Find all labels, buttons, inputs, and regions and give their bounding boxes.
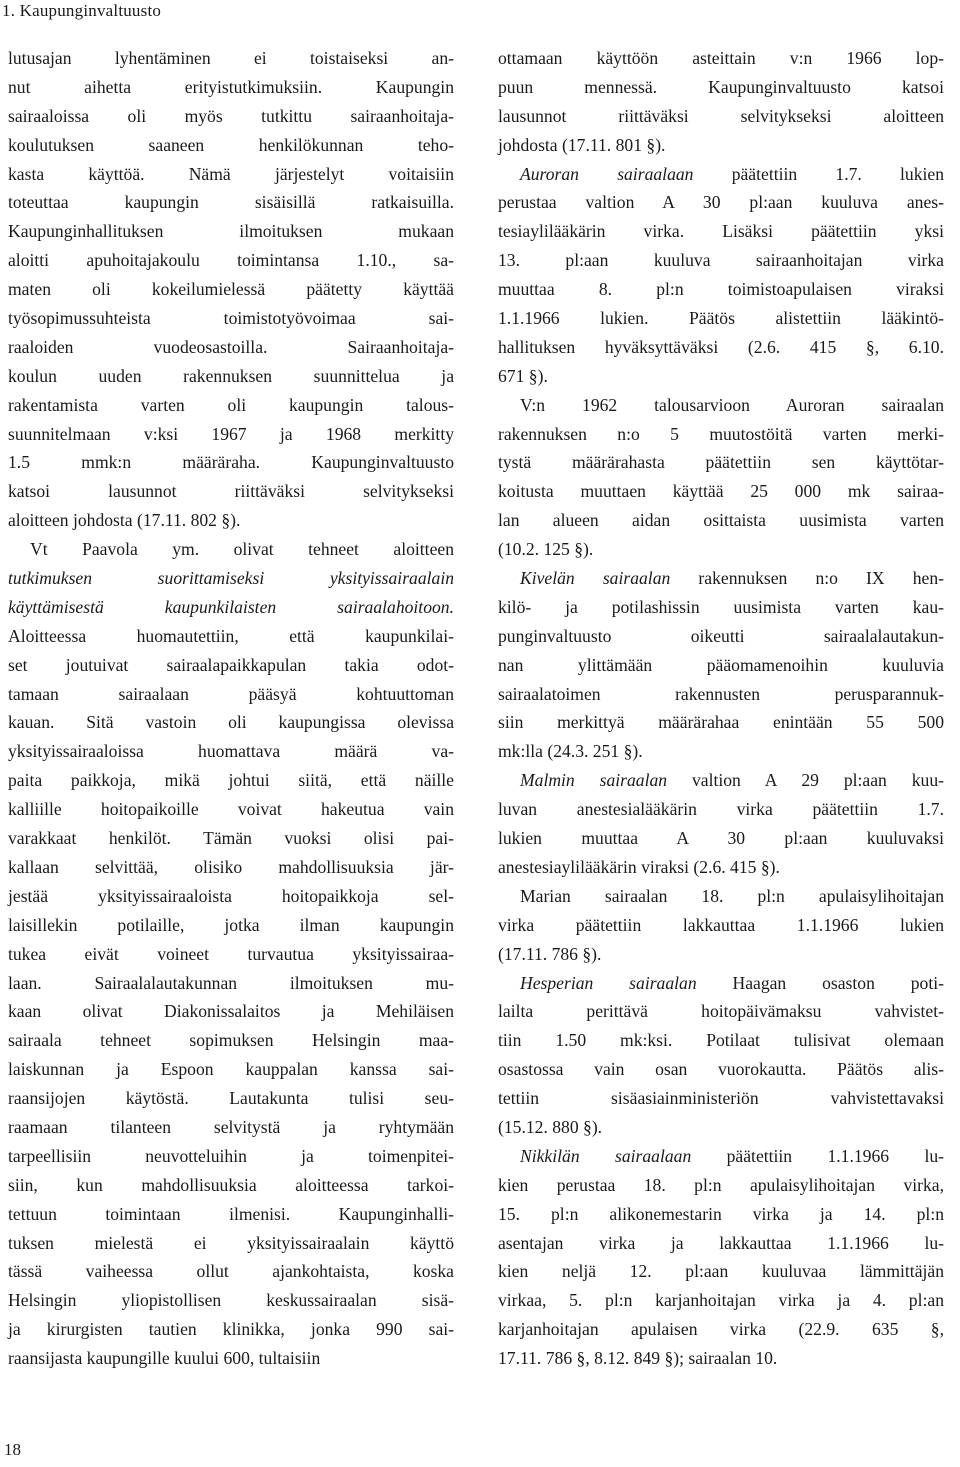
text-line: karjanhoitajan apulaisen virka (22.9. 635 §, xyxy=(498,1319,944,1340)
text-line: Nikkilän sairaalaan päätettiin 1.1.1966 lu- xyxy=(520,1145,944,1166)
text-line: lausunnot riittäväksi selvitykseksi aloitteen xyxy=(498,105,944,126)
text-line: suunnitelmaan v:ksi 1967 ja 1968 merkitty xyxy=(8,423,454,444)
text-line: tukea eivät voineet turvautua yksityissairaa- xyxy=(8,943,454,964)
text-line: asentajan virka ja lakkauttaa 1.1.1966 lu- xyxy=(498,1232,944,1253)
text-line: raansijasta kaupungille kuului 600, tultaisiin xyxy=(8,1348,321,1369)
text-line: Aloitteessa huomautettiin, että kaupunkilai- xyxy=(8,625,454,646)
text-line: 1.1.1966 lukien. Päätös alistettiin lääkintö- xyxy=(498,308,944,329)
text-line: kallaan selvittää, olisiko mahdollisuuksia jär- xyxy=(8,856,454,877)
text-line: nut aihetta erityistutkimuksiin. Kaupungin xyxy=(8,76,454,97)
text-line: raansijojen käytöstä. Lautakunta tulisi seu- xyxy=(8,1088,454,1109)
text-line: punginvaltuusto oikeutti sairaalalautakun- xyxy=(498,625,944,646)
text-line: rakentamista varten oli kaupungin talous- xyxy=(8,394,454,415)
text-line: tässä vaiheessa ollut ajankohtaista, koska xyxy=(8,1261,454,1282)
text-line: paita paikkoja, mikä johtui siitä, että näille xyxy=(8,770,454,791)
text-line: tystä määrärahasta päätettiin sen käyttötar- xyxy=(498,452,944,473)
text-line: Kivelän sairaalan rakennuksen n:o IX hen- xyxy=(520,568,944,589)
right-column xyxy=(498,44,944,1373)
text-line: virka päätettiin lakkauttaa 1.1.1966 lukien xyxy=(498,914,944,935)
text-line: set joutuivat sairaalapaikkapulan takia odot- xyxy=(8,654,454,675)
text-line: luvan anestesialääkärin virka päätettiin 1.7. xyxy=(498,799,944,820)
text-line: V:n 1962 talousarvioon Auroran sairaalan xyxy=(520,394,944,415)
text-line: lailta perittävä hoitopäivämaksu vahvistet- xyxy=(498,1001,944,1022)
text-line: käyttämisestä kaupunkilaisten sairaalahoitoon. xyxy=(8,596,454,617)
text-line: katsoi lausunnot riittäväksi selvitykseksi xyxy=(8,481,454,502)
text-line: Marian sairaalan 18. pl:n apulaisylihoitajan xyxy=(520,885,944,906)
text-line: virkaa, 5. pl:n karjanhoitajan virka ja 4. pl:an xyxy=(498,1290,944,1311)
text-line: tettiin sisäasiainministeriön vahvistettavaksi xyxy=(498,1088,944,1109)
text-line: (17.11. 786 §). xyxy=(498,943,602,964)
text-line: laiskunnan ja Espoon kauppalan kanssa sai- xyxy=(8,1059,454,1080)
text-line: ja kirurgisten tautien klinikka, jonka 990 sai- xyxy=(8,1319,454,1340)
text-line: kilö- ja potilashissin uusimista varten kau- xyxy=(498,596,944,617)
text-line: työsopimussuhteista toimistotyövoimaa sai- xyxy=(8,308,454,329)
text-line: perustaa valtion A 30 pl:aan kuuluva anes- xyxy=(498,192,944,213)
text-line: 671 §). xyxy=(498,365,548,386)
text-line: rakennuksen n:o 5 muutostöitä varten merki- xyxy=(498,423,944,444)
text-line: Hesperian sairaalan Haagan osaston poti- xyxy=(520,972,944,993)
text-line: maten oli kokeilumielessä päätetty käyttää xyxy=(8,279,454,300)
text-line: tettuun toimintaan ilmenisi. Kaupunginhalli- xyxy=(8,1203,454,1224)
text-line: sairaalatoimen rakennusten perusparannuk- xyxy=(498,683,944,704)
text-line: laisillekin potilaille, jotka ilman kaupungin xyxy=(8,914,454,935)
text-line: koulun uuden rakennuksen suunnittelua ja xyxy=(8,365,454,386)
text-line: 17.11. 786 §, 8.12. 849 §); sairaalan 10. xyxy=(498,1348,778,1369)
text-line: koitusta muuttaen käyttää 25 000 mk sairaa- xyxy=(498,481,944,502)
text-line: sairaaloissa oli myös tutkittu sairaanhoitaja- xyxy=(8,105,454,126)
page-number: 18 xyxy=(4,1440,21,1459)
text-line: koulutuksen saaneen henkilökunnan teho- xyxy=(8,134,454,155)
text-line: nan ylittämään pääomamenoihin kuuluvia xyxy=(498,654,944,675)
text-line: 13. pl:aan kuuluva sairaanhoitajan virka xyxy=(498,250,944,271)
text-line: kaan olivat Diakonissalaitos ja Mehiläisen xyxy=(8,1001,454,1022)
text-line: kasta käyttöä. Nämä järjestelyt voitaisiin xyxy=(8,163,454,184)
text-line: kien perustaa 18. pl:n apulaisylihoitajan virka, xyxy=(498,1174,944,1195)
text-line: kien neljä 12. pl:aan kuuluvaa lämmittäjän xyxy=(498,1261,944,1282)
text-line: Auroran sairaalaan päätettiin 1.7. lukien xyxy=(520,163,944,184)
text-line: mk:lla (24.3. 251 §). xyxy=(498,741,643,762)
text-line: toteuttaa kaupungin sisäisillä ratkaisuilla. xyxy=(8,192,454,213)
text-line: raaloiden vuodeosastoilla. Sairaanhoitaja- xyxy=(8,336,454,357)
text-line: Vt Paavola ym. olivat tehneet aloitteen xyxy=(30,539,454,560)
text-line: Kaupunginhallituksen ilmoituksen mukaan xyxy=(8,221,454,242)
text-line: kauan. Sitä vastoin oli kaupungissa olevissa xyxy=(8,712,454,733)
text-line: ottamaan käyttöön asteittain v:n 1966 lop- xyxy=(498,48,944,68)
text-line: anestesiaylilääkärin viraksi (2.6. 415 §). xyxy=(498,856,780,877)
text-line: Helsingin yliopistollisen keskussairaalan sisä- xyxy=(8,1290,454,1311)
text-line: tutkimuksen suorittamiseksi yksityissairaalain xyxy=(8,568,454,589)
text-line: lan alueen aidan osittaista uusimista varten xyxy=(498,510,944,531)
text-line: (10.2. 125 §). xyxy=(498,539,594,560)
text-line: siin merkittyä määrärahaa enintään 55 500 xyxy=(498,712,944,733)
text-line: siin, kun mahdollisuuksia aloitteessa tarkoi- xyxy=(8,1174,454,1195)
text-line: tamaan sairaalaan pääsyä kohtuuttoman xyxy=(8,683,454,704)
text-line: johdosta (17.11. 801 §). xyxy=(498,134,666,155)
text-line: tiin 1.50 mk:ksi. Potilaat tulisivat olemaan xyxy=(498,1030,944,1051)
running-header: 1. Kaupunginvaltuusto xyxy=(2,1,162,20)
text-line: (15.12. 880 §). xyxy=(498,1116,603,1137)
text-line: tarpeellisiin neuvotteluihin ja toimenpitei- xyxy=(8,1145,454,1166)
text-line: kalliille hoitopaikoille voivat hakeutua vain xyxy=(8,799,454,820)
text-line: yksityissairaaloissa huomattava määrä va- xyxy=(8,741,454,762)
text-line: tuksen mielestä ei yksityissairaalain käyttö xyxy=(8,1232,454,1253)
text-line: lutusajan lyhentäminen ei toistaiseksi an- xyxy=(8,48,454,68)
text-line: lukien muuttaa A 30 pl:aan kuuluvaksi xyxy=(498,828,944,849)
text-line: 15. pl:n alikonemestarin virka ja 14. pl:n xyxy=(498,1203,944,1224)
text-line: tesiaylilääkärin virka. Lisäksi päätettiin yksi xyxy=(498,221,944,242)
text-line: raamaan tilanteen selvitystä ja ryhtymään xyxy=(8,1116,454,1137)
text-line: sairaala tehneet sopimuksen Helsingin maa- xyxy=(8,1030,454,1051)
text-line: jestää yksityissairaaloista hoitopaikkoja sel- xyxy=(8,885,454,906)
text-line: varakkaat henkilöt. Tämän vuoksi olisi pai- xyxy=(8,828,454,849)
text-line: laan. Sairaalalautakunnan ilmoituksen mu- xyxy=(8,972,454,993)
text-line: 1.5 mmk:n määräraha. Kaupunginvaltuusto xyxy=(8,452,454,473)
text-line: puun mennessä. Kaupunginvaltuusto katsoi xyxy=(498,76,944,97)
left-column xyxy=(8,44,454,1373)
text-line: osastossa vain osan vuorokautta. Päätös alis- xyxy=(498,1059,944,1080)
text-line: aloitti apuhoitajakoulu toimintansa 1.10., sa- xyxy=(8,250,454,271)
text-line: hallituksen hyväksyttäväksi (2.6. 415 §, 6.10. xyxy=(498,336,944,357)
text-line: aloitteen johdosta (17.11. 802 §). xyxy=(8,510,241,531)
text-line: Malmin sairaalan valtion A 29 pl:aan kuu- xyxy=(520,770,944,791)
text-line: muuttaa 8. pl:n toimistoapulaisen viraksi xyxy=(498,279,944,300)
